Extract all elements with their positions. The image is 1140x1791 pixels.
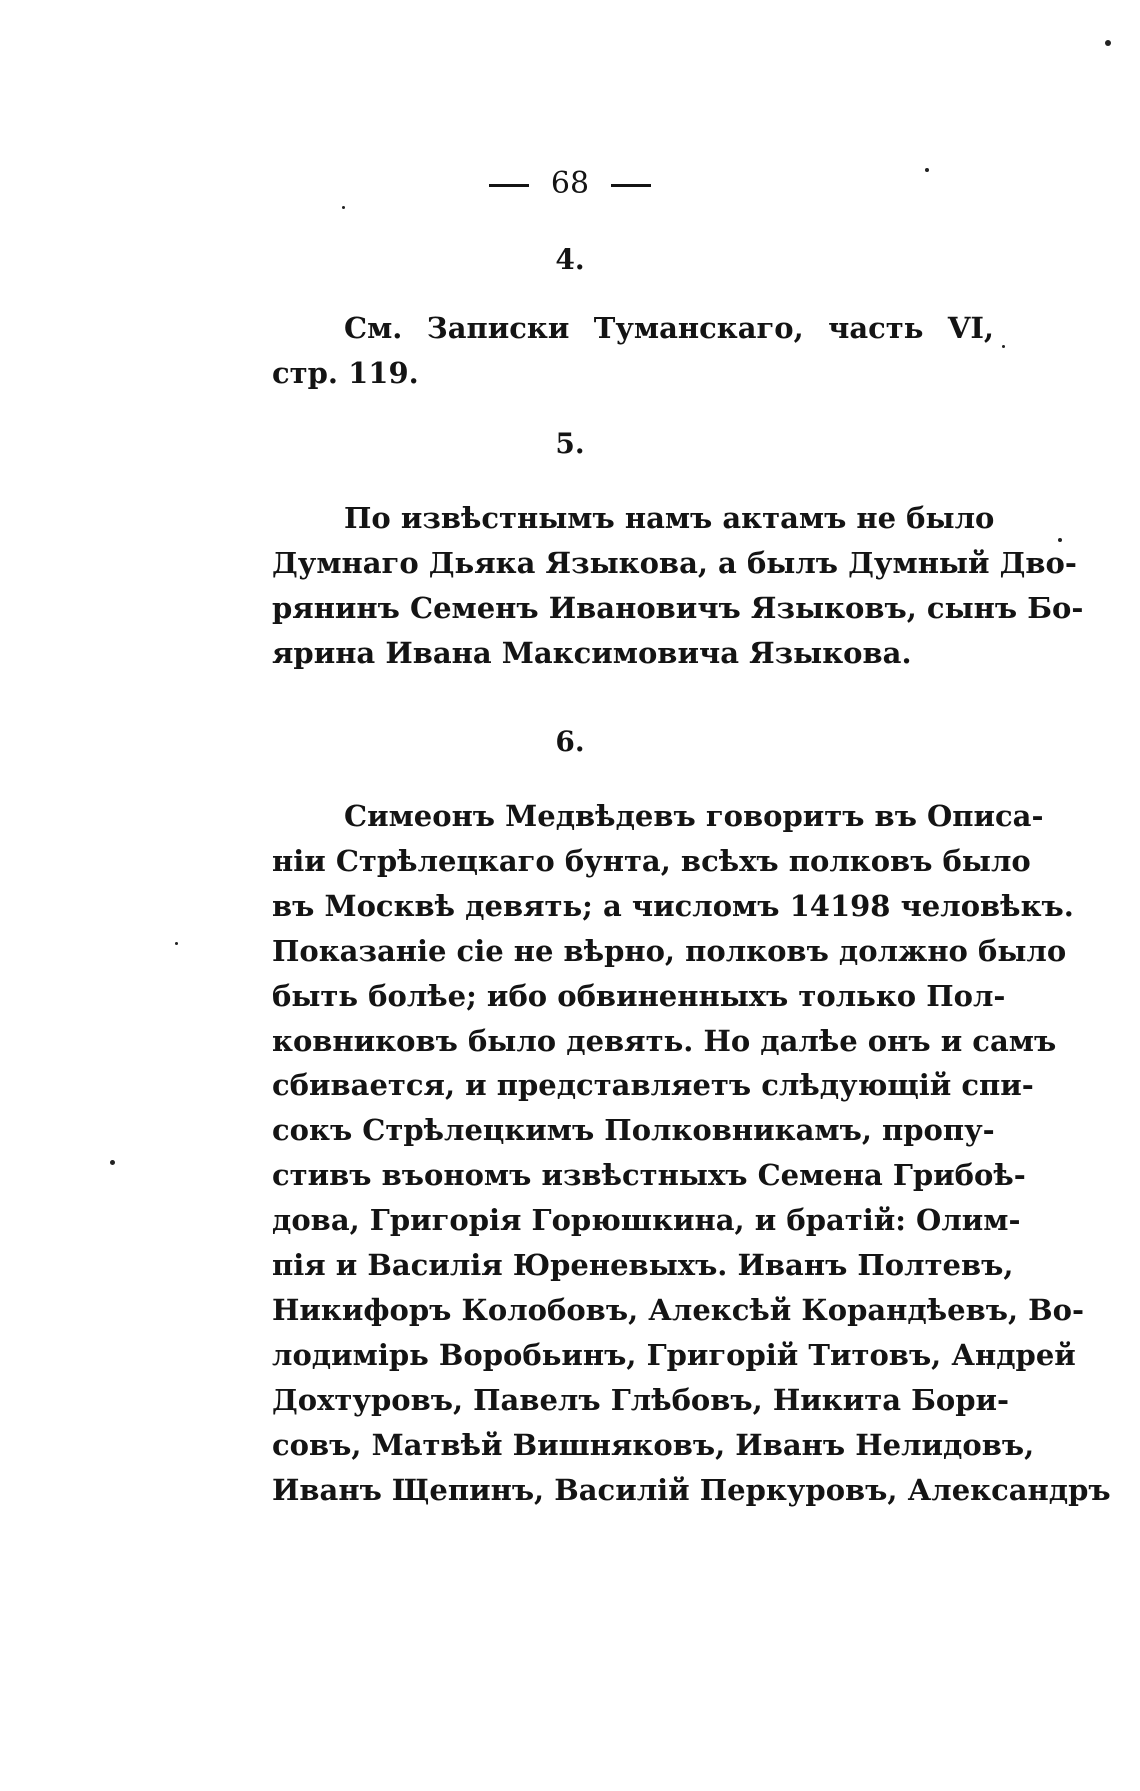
text-line: стивъ въономъ извѣстныхъ Семена Грибоѣ-: [272, 1158, 1026, 1193]
scan-speck: [1058, 538, 1062, 542]
scan-speck: [342, 206, 345, 209]
note-4-text: [272, 306, 994, 396]
page-number: 68: [550, 166, 590, 201]
text-line: См. Записки Туманскаго, часть VI,: [344, 311, 994, 345]
text-line: Иванъ Щепинъ, Василій Перкуровъ, Александръ: [272, 1472, 1111, 1507]
text-line: быть болѣе; ибо обвиненныхъ только Пол-: [272, 978, 1006, 1013]
left-dash: [489, 184, 529, 187]
text-line: ярина Ивана Максимовича Языкова.: [272, 635, 912, 670]
note-number-5: 5.: [555, 427, 585, 460]
note-6-text: [272, 794, 1111, 1513]
text-line: По извѣстнымъ намъ актамъ не было: [344, 501, 995, 535]
text-line: сокъ Стрѣлецкимъ Полковникамъ, пропу-: [272, 1113, 995, 1148]
scan-speck: [175, 942, 178, 945]
text-line: Никифоръ Колобовъ, Алексѣй Корандѣевъ, Во-: [272, 1292, 1085, 1327]
text-line: Думнаго Дьяка Языкова, а былъ Думный Дво-: [272, 545, 1077, 580]
text-line: Показаніе сіе не вѣрно, полковъ должно было: [272, 933, 1067, 968]
scan-speck: [925, 168, 929, 172]
scan-speck: [110, 1160, 115, 1165]
text-line: совъ, Матвѣй Вишняковъ, Иванъ Нелидовъ,: [272, 1427, 1035, 1462]
text-line: сбивается, и представляетъ слѣдующій спи-: [272, 1068, 1034, 1103]
text-line: Симеонъ Медвѣдевъ говоритъ въ Описа-: [344, 799, 1044, 833]
text-line: пія и Василія Юреневыхъ. Иванъ Полтевъ,: [272, 1248, 1014, 1283]
text-line: Дохтуровъ, Павелъ Глѣбовъ, Никита Бори-: [272, 1382, 1010, 1417]
text-line: дова, Григорія Горюшкина, и братій: Олим-: [272, 1203, 1021, 1238]
text-line: ковниковъ было девять. Но далѣе онъ и самъ: [272, 1023, 1057, 1058]
page-header: [0, 164, 1140, 204]
note-number-6: 6.: [555, 725, 585, 758]
note-number-4: 4.: [555, 243, 585, 276]
text-line: стр. 119.: [272, 355, 419, 390]
scan-speck: [1105, 40, 1111, 46]
text-line: рянинъ Семенъ Ивановичъ Языковъ, сынъ Бо-: [272, 590, 1084, 625]
text-line: лодимірь Воробьинъ, Григорій Титовъ, Андрей: [272, 1337, 1076, 1372]
text-line: ніи Стрѣлецкаго бунта, всѣхъ полковъ было: [272, 843, 1031, 878]
right-dash: [611, 184, 651, 187]
note-5-text: [272, 496, 1084, 676]
text-line: въ Москвѣ девять; а числомъ 14198 человѣкъ.: [272, 888, 1074, 923]
scan-speck: [1002, 345, 1005, 348]
